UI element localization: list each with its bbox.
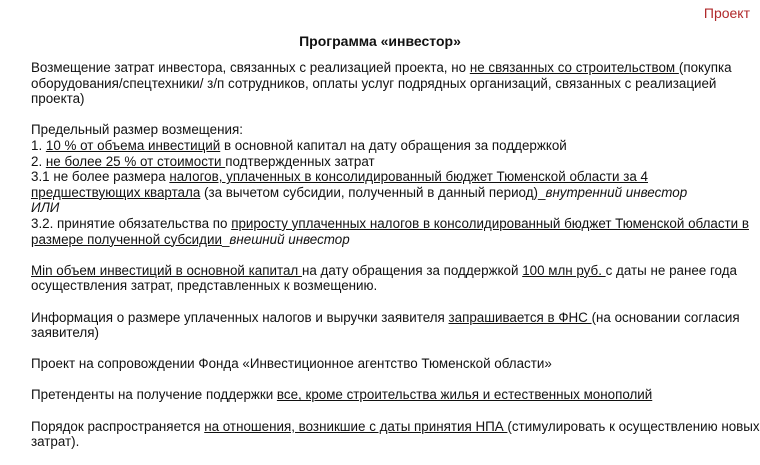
tax-info-emphasis: запрашивается в ФНС xyxy=(448,309,592,325)
min-investment-text-tail: с даты не ранее года xyxy=(605,262,737,278)
tax-info-paragraph xyxy=(31,310,746,341)
applicants-line xyxy=(31,387,746,403)
procedure-paragraph xyxy=(31,418,760,450)
separator: _ xyxy=(538,184,546,200)
limit-item-3-1-line-1 xyxy=(31,169,746,185)
tax-info-text: Информация о размере уплаченных налогов и выручки заявителя xyxy=(31,309,449,325)
limit-item-1 xyxy=(31,138,746,154)
procedure-line-1 xyxy=(31,418,760,435)
item-emphasis: не более 25 % от стоимости xyxy=(45,153,226,169)
procedure-line-2: затрат). xyxy=(31,434,80,450)
limit-item-3-2-line-2 xyxy=(31,232,746,248)
min-investment-amount: 100 млн руб. xyxy=(522,262,606,278)
support-text: Проект на сопровождении Фонда «Инвестиционное агентство Тюменской области» xyxy=(31,356,552,372)
item-text: 3.1 не более размера xyxy=(31,169,170,185)
tax-info-line-2: заявителя) xyxy=(31,325,99,341)
item-number: 1. xyxy=(31,137,46,153)
applicants-text: Претенденты на получение поддержки xyxy=(31,387,277,403)
document-body xyxy=(31,60,760,465)
item-text: в основной капитал на дату обращения за поддержкой xyxy=(220,137,567,153)
min-investment-paragraph xyxy=(31,263,746,294)
procedure-emphasis: на отношения, возникшие с даты принятия НПА xyxy=(204,418,508,434)
applicants-emphasis: все, кроме строительства жилья и естественных монополий xyxy=(276,387,653,403)
min-investment-line-1 xyxy=(31,263,746,279)
item-number: 2. xyxy=(31,153,46,169)
limits-section xyxy=(31,122,749,247)
tax-info-line-1 xyxy=(31,310,746,326)
item-text: 3.2. принятие обязательства по xyxy=(31,215,232,231)
limit-item-2 xyxy=(31,154,746,170)
min-investment-emphasis: Min объем инвестиций в основной капитал xyxy=(31,262,302,278)
draft-stamp: Проект xyxy=(703,5,750,21)
intro-paragraph xyxy=(31,60,746,107)
procedure-text: Порядок распространяется xyxy=(31,418,205,434)
limits-heading: Предельный размер возмещения: xyxy=(31,122,243,138)
intro-text-tail: (покупка xyxy=(678,60,732,75)
support-paragraph xyxy=(31,356,746,372)
min-investment-text: на дату обращения за поддержкой xyxy=(301,262,523,278)
intro-line-1 xyxy=(31,60,746,76)
limit-item-3-1-line-2 xyxy=(31,185,746,201)
min-investment-line-2: осуществления затрат, представленных к возмещению. xyxy=(31,278,378,294)
procedure-text-tail: (стимулировать к осуществлению новых xyxy=(507,418,760,434)
item-emphasis: приросту уплаченных налогов в консолидированный бюджет Тюменской области в xyxy=(231,215,749,231)
separator: _ xyxy=(221,231,230,247)
item-text: подтвержденных затрат xyxy=(225,153,375,169)
investor-type-tag: внешний инвестор xyxy=(229,231,350,247)
tax-info-text-tail: (на основании согласия xyxy=(591,309,740,325)
intro-line-3: проекта) xyxy=(31,91,85,107)
intro-text: Возмещение затрат инвестора, связанных с реализацией проекта, но xyxy=(31,60,470,75)
applicants-paragraph xyxy=(31,387,746,403)
page-title: Программа «инвестор» xyxy=(299,33,461,49)
intro-emphasis: не связанных со строительством xyxy=(469,60,679,75)
item-emphasis: размере полученной субсидии xyxy=(31,231,222,247)
or-label: ИЛИ xyxy=(31,200,60,216)
investor-type-tag: внутренний инвестор xyxy=(545,184,688,200)
item-emphasis: предшествующих квартала xyxy=(31,184,201,200)
intro-line-2: оборудования/спецтехники/ з/п сотрудников, оплаты услуг подрядных организаций, связанных с реализацией xyxy=(31,75,717,91)
item-emphasis: 10 % от объема инвестиций xyxy=(45,137,221,153)
limit-item-3-2-line-1 xyxy=(31,215,749,232)
item-text: (за вычетом субсидии, полученный в данный период) xyxy=(200,184,538,200)
item-emphasis: налогов, уплаченных в консолидированный бюджет Тюменской области за 4 xyxy=(169,169,648,185)
